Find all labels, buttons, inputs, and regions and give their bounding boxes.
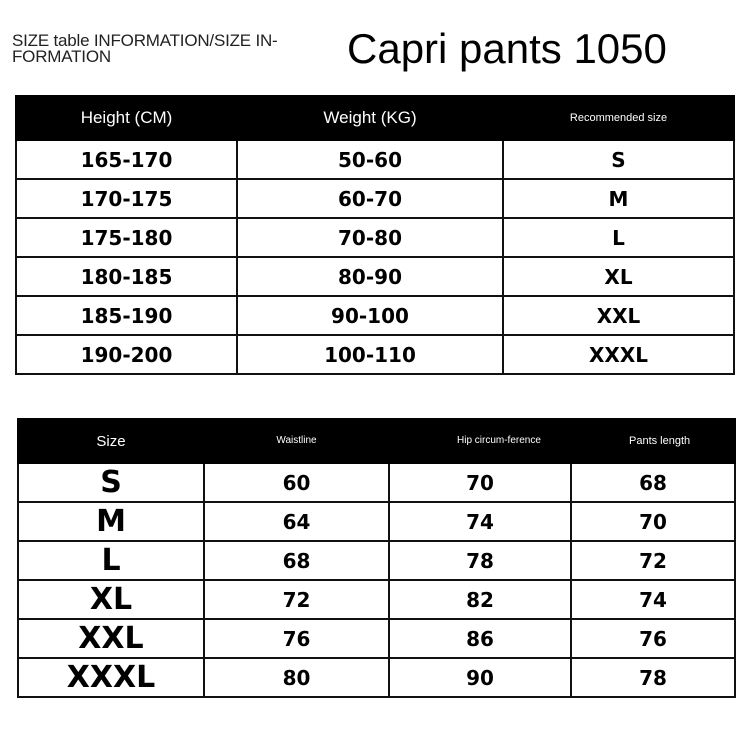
height-cell: 190-200 xyxy=(16,335,237,374)
column-header-weight: Weight (KG) xyxy=(237,96,503,140)
hip-cell: 82 xyxy=(389,580,571,619)
size-cell: S xyxy=(18,463,204,502)
size-cell: XXL xyxy=(503,296,734,335)
waistline-cell: 64 xyxy=(204,502,389,541)
size-measurement-table xyxy=(17,418,736,698)
column-header-size: Size xyxy=(18,419,204,463)
pants-length-cell: 72 xyxy=(571,541,735,580)
table-row xyxy=(16,179,734,218)
waistline-cell: 68 xyxy=(204,541,389,580)
height-weight-size-table xyxy=(15,95,735,375)
table-header-row xyxy=(18,419,735,463)
size-cell: L xyxy=(503,218,734,257)
size-cell: M xyxy=(503,179,734,218)
weight-cell: 70-80 xyxy=(237,218,503,257)
pants-length-cell: 68 xyxy=(571,463,735,502)
table-header-row xyxy=(16,96,734,140)
hip-cell: 78 xyxy=(389,541,571,580)
pants-length-cell: 76 xyxy=(571,619,735,658)
size-cell: S xyxy=(503,140,734,179)
table-row xyxy=(18,658,735,697)
pants-length-cell: 74 xyxy=(571,580,735,619)
waistline-cell: 60 xyxy=(204,463,389,502)
waistline-cell: 76 xyxy=(204,619,389,658)
table-row xyxy=(18,502,735,541)
height-cell: 170-175 xyxy=(16,179,237,218)
weight-cell: 60-70 xyxy=(237,179,503,218)
size-cell: XXXL xyxy=(503,335,734,374)
height-cell: 175-180 xyxy=(16,218,237,257)
size-cell: XL xyxy=(503,257,734,296)
hip-cell: 90 xyxy=(389,658,571,697)
hip-cell: 70 xyxy=(389,463,571,502)
size-cell: XL xyxy=(18,580,204,619)
table-row xyxy=(16,296,734,335)
column-header-hip-circumference: Hip circum-ference xyxy=(389,419,571,463)
table-row xyxy=(18,619,735,658)
table-row xyxy=(18,463,735,502)
pants-length-cell: 70 xyxy=(571,502,735,541)
product-title: Capri pants 1050 xyxy=(347,25,667,72)
column-header-recommended-size: Recommended size xyxy=(503,96,734,140)
hip-cell: 74 xyxy=(389,502,571,541)
weight-cell: 100-110 xyxy=(237,335,503,374)
table-row xyxy=(16,257,734,296)
waistline-cell: 72 xyxy=(204,580,389,619)
size-cell: M xyxy=(18,502,204,541)
weight-cell: 90-100 xyxy=(237,296,503,335)
size-cell: L xyxy=(18,541,204,580)
size-cell: XXXL xyxy=(18,658,204,697)
table-row xyxy=(16,335,734,374)
height-cell: 185-190 xyxy=(16,296,237,335)
weight-cell: 50-60 xyxy=(237,140,503,179)
table-row xyxy=(18,541,735,580)
table-row xyxy=(16,140,734,179)
hip-cell: 86 xyxy=(389,619,571,658)
size-table-subtitle: SIZE table INFORMATION/SIZE IN-FORMATION xyxy=(12,31,278,66)
column-header-pants-length: Pants length xyxy=(571,419,735,463)
pants-length-cell: 78 xyxy=(571,658,735,697)
height-cell: 180-185 xyxy=(16,257,237,296)
table-row xyxy=(16,218,734,257)
column-header-waistline: Waistline xyxy=(204,419,389,463)
waistline-cell: 80 xyxy=(204,658,389,697)
height-cell: 165-170 xyxy=(16,140,237,179)
column-header-height: Height (CM) xyxy=(16,96,237,140)
size-cell: XXL xyxy=(18,619,204,658)
table-row xyxy=(18,580,735,619)
weight-cell: 80-90 xyxy=(237,257,503,296)
